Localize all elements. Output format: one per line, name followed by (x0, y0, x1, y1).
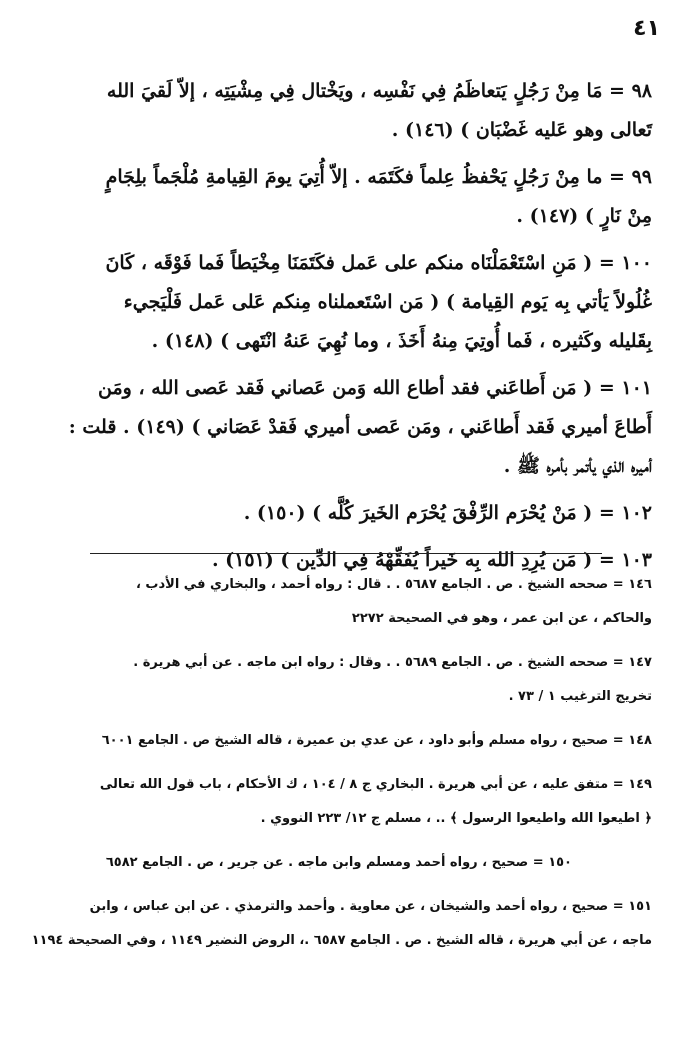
footnote-147 (42, 646, 652, 714)
footnote-line: ١٤٩ = متفق عليه ، عن أبي هريرة . البخاري ج ٨ / ١٠٤ ، ك الأحكام ، باب قول الله تعالى (99, 777, 652, 792)
hadith-line: ١٠٣ = ( مَن يُرِدِ الله بِه خَيراً يُفَقِّهْهُ فِي الدِّين ) (١٥١) . (211, 549, 652, 571)
hadith-line: أَطاعَ أميري فَقد أَطاعَني ، ومَن عَصى أميري فَقدْ عَصَاني ) (١٤٩) . قلت : (68, 416, 652, 438)
footnote-150 (42, 846, 652, 880)
footnote-line: والحاكم ، عن ابن عمر ، وهو في الصحيحة ٢٢٧٢ (351, 611, 652, 626)
hadith-100 (32, 244, 652, 361)
footnote-divider (90, 553, 602, 554)
hadith-line: غُلُولاً يَأتي بِه يَوم القِيامة ) ( مَن اسْتَعملناه مِنكم عَلى عَمل فَلْيَجيء (123, 291, 652, 313)
footnote-line: ١٤٦ = صححه الشيخ . ص . الجامع ٥٦٨٧ . . قال : رواه أحمد ، والبخاري في الأدب ، (135, 577, 652, 592)
hadith-101 (32, 369, 652, 486)
hadith-line: ٩٩ = ما مِنْ رَجُلٍ يَحْفظُ عِلماً فكَتَمَه . إلاّ أُتِيَ يومَ القِيامةِ مُلْجَماً بلِجَامٍ (105, 166, 652, 188)
page-number: ٤١ (633, 16, 660, 41)
footnote-line: ١٥١ = صحيح ، رواه أحمد والشيخان ، عن معاوية . وأحمد والترمذي . عن ابن عباس ، وابن (89, 899, 652, 914)
hadith-line: مِنْ نَارٍ ) (١٤٧) . (516, 205, 652, 227)
footnote-148 (42, 724, 652, 758)
footnote-line: ١٤٨ = صحيح ، رواه مسلم وأبو داود ، عن عدي بن عميرة ، قاله الشيخ ص . الجامع ٦٠٠١ (101, 733, 652, 748)
footnote-line: ماجه ، عن أبي هريرة ، قاله الشيخ . ص . الجامع ٦٥٨٧ .، الروض النضير ١١٤٩ ، وفي الصحيحة ١١٩٤ (31, 933, 652, 948)
hadith-102 (32, 494, 652, 533)
hadith-line: بِقَليله وكَثيره ، فَما أُوتِيَ مِنهُ أَخَذَ ، وما نُهِيَ عَنهُ انْتَهى ) (١٤٨) . (151, 330, 652, 352)
footnote-line: ﴿ اطيعوا الله واطيعوا الرسول ﴾ .. ، مسلم ج ١٢/ ٢٢٣ النووي . (260, 811, 652, 826)
footnote-149 (42, 768, 652, 836)
footnote-146 (42, 568, 652, 636)
footnote-line: تخريج الترغيب ١ / ٧٣ . (508, 689, 652, 704)
hadith-line: ١٠٢ = ( مَنْ يُحْرَم الرِّفْقَ يُحْرَم الخَيرَ كُلَّه ) (١٥٠) . (243, 502, 652, 524)
hadith-98 (32, 72, 652, 150)
hadith-line: ١٠١ = ( مَن أَطاعَني فقد أطاع الله وَمن عَصاني فَقد عَصى الله ، ومَن (98, 377, 652, 399)
footnote-line: ١٤٧ = صححه الشيخ . ص . الجامع ٥٦٨٩ . . وقال : رواه ابن ماجه . عن أبي هريرة . (133, 655, 652, 670)
hadith-99 (32, 158, 652, 236)
hadith-list (32, 72, 652, 588)
hadith-line: أميره الذي يأتمر بأمره ﷺ . (503, 455, 652, 477)
footnote-line: ١٥٠ = صحيح ، رواه أحمد ومسلم وابن ماجه . عن جرير ، ص . الجامع ٦٥٨٢ (105, 855, 572, 870)
hadith-line: ١٠٠ = ( مَنِ اسْتَعْمَلْنَاه منكم على عَمل فكَتَمَنَا مِخْيَطاً فَما فَوْقَه ، كَانَ (105, 252, 652, 274)
footnotes (31, 568, 652, 968)
hadith-line: تَعالى وهو عَليه غَضْبَان ) (١٤٦) . (391, 119, 652, 141)
hadith-line: ٩٨ = مَا مِنْ رَجُلٍ يَتعاظَمُ فِي نَفْسِه ، ويَخْتال فِي مِشْيَتِه ، إلاّ لَقيَ الله (106, 80, 652, 102)
footnote-151 (31, 890, 652, 958)
